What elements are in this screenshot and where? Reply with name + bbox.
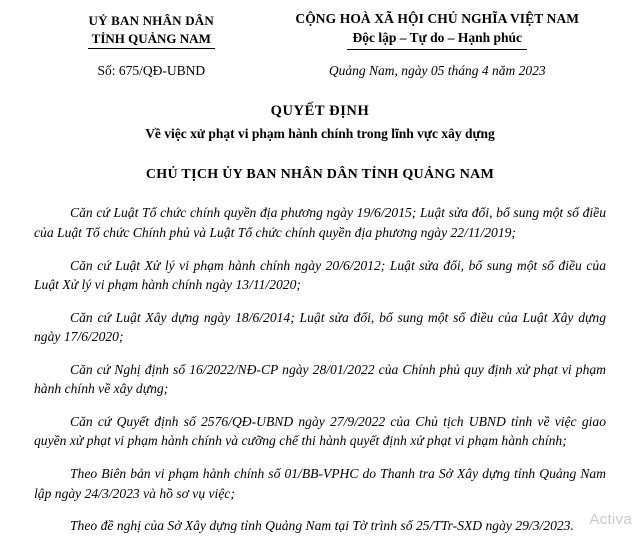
- place-and-date: Quảng Nam, ngày 05 tháng 4 năm 2023: [328, 63, 546, 79]
- body-paragraph: Căn cứ Luật Xử lý vi phạm hành chính ngày 20/6/2012; Luật sửa đổi, bổ sung một số điều của Luật Xử lý vi phạm hành chính ngày 13/11/2020;: [34, 257, 606, 292]
- document-title-block: [34, 103, 606, 143]
- issuing-authority-line2: TỈNH QUẢNG NAM: [88, 30, 215, 50]
- document-subject: Về việc xử phạt vi phạm hành chính trong lĩnh vực xây dựng: [145, 126, 495, 142]
- document-header: [34, 10, 606, 50]
- national-motto: Độc lập – Tự do – Hạnh phúc: [347, 29, 527, 50]
- body-paragraph: Căn cứ Quyết định số 2576/QĐ-UBND ngày 27/9/2022 của Chủ tịch UBND tỉnh về việc giao quyền xử phạt vi phạm hành chính và cưỡng chế thi hành quyết định xử phạt vi phạm hành chính;: [34, 414, 606, 449]
- body-paragraph: Căn cứ Luật Xây dựng ngày 18/6/2014; Luật sửa đổi, bổ sung một số điều của Luật Xây dựng ngày 17/6/2020;: [34, 309, 606, 344]
- body-paragraph: Theo Biên bản vi phạm hành chính số 01/BB-VPHC do Thanh tra Sở Xây dựng tỉnh Quảng Nam lập ngày 24/3/2023 và hồ sơ vụ việc;: [34, 466, 606, 501]
- national-heading-block: [269, 10, 606, 50]
- body-paragraph: Theo đề nghị của Sở Xây dựng tỉnh Quảng Nam tại Tờ trình số 25/TTr-SXD ngày 29/3/2023.: [70, 518, 574, 534]
- issuing-authority-line1: UỶ BAN NHÂN DÂN: [88, 13, 214, 28]
- document-number: Số: 675/QĐ-UBND: [97, 63, 206, 79]
- document-subheader: [34, 63, 606, 79]
- issuing-officer-title: CHỦ TỊCH ỦY BAN NHÂN DÂN TỈNH QUẢNG NAM: [145, 167, 495, 183]
- body-paragraph: Căn cứ Nghị định số 16/2022/NĐ-CP ngày 28/01/2022 của Chính phủ quy định xử phạt vi phạm hành chính về xây dựng;: [34, 361, 606, 397]
- document-type-title: QUYẾT ĐỊNH: [270, 103, 370, 120]
- body-paragraph: Căn cứ Luật Tổ chức chính quyền địa phương ngày 19/6/2015; Luật sửa đổi, bổ sung một số điều của Luật Tổ chức Chính phủ và Luật Tổ chức chính quyền địa phương ngày 22/11/2019;: [34, 205, 606, 240]
- national-title: CỘNG HOÀ XÃ HỘI CHỦ NGHĨA VIỆT NAM: [295, 11, 580, 26]
- activation-watermark: Activa: [589, 511, 632, 528]
- document-body: [34, 203, 606, 535]
- issuing-authority-block: [34, 10, 269, 49]
